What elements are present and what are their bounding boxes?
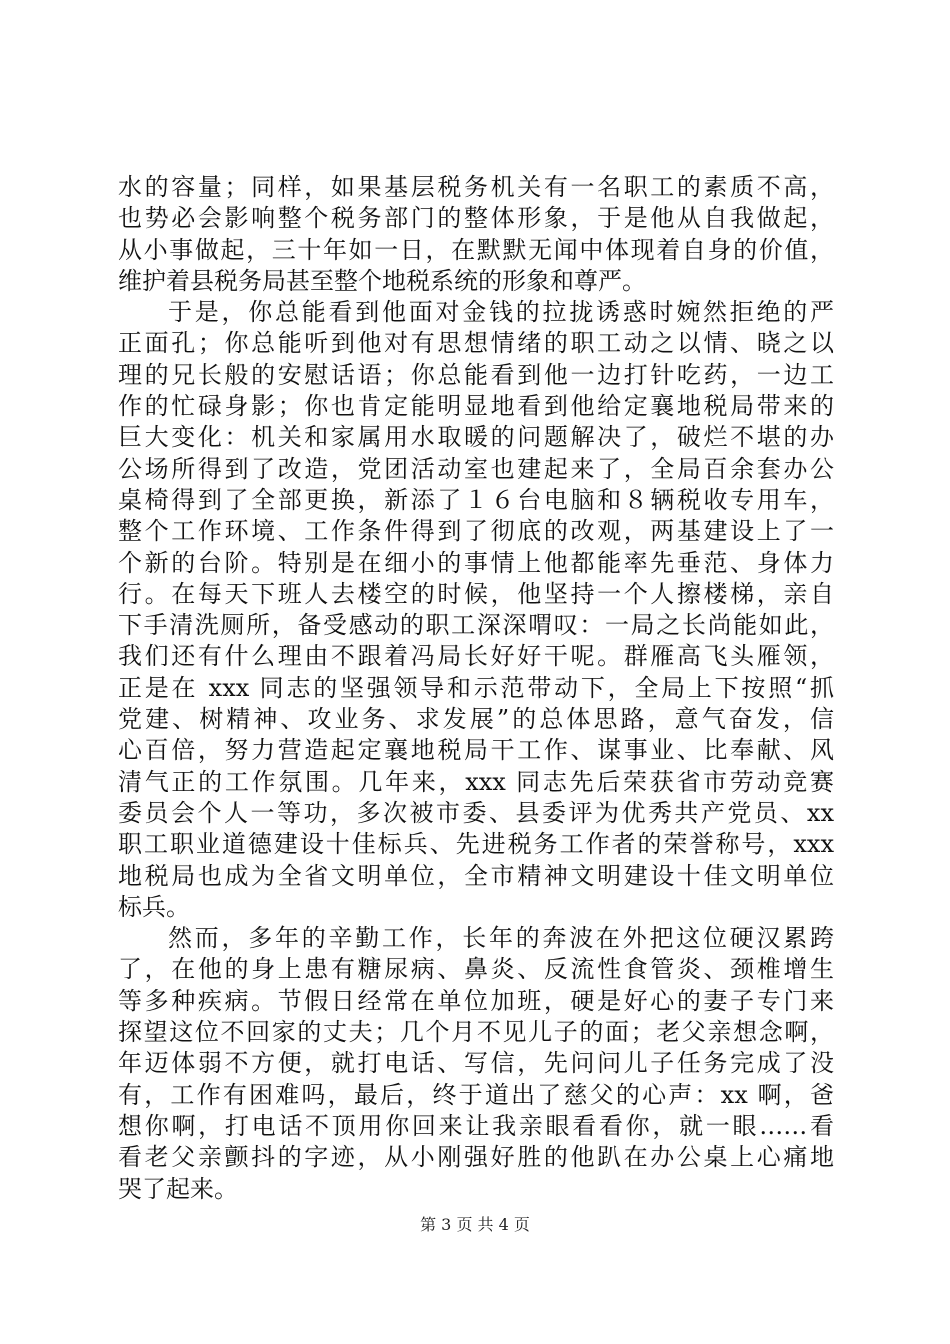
text-line: 正面孔；你总能听到他对有思想情绪的职工动之以情、晓之以: [118, 329, 834, 358]
text-line: 水的容量；同样，如果基层税务机关有一名职工的素质不高，: [118, 173, 834, 201]
text-line: 桌椅得到了全部更换，新添了１６台电脑和８辆税收专用车，: [118, 485, 834, 514]
text-line: 理的兄长般的安慰话语；你总能看到他一边打针吃药，一边工: [118, 360, 834, 389]
text-line: 标兵。: [118, 892, 190, 921]
text-line: 我们还有什么理由不跟着冯局长好好干呢。群雁高飞头雁领，: [118, 642, 834, 671]
text-line: 探望这位不回家的丈夫；几个月不见儿子的面；老父亲想念啊，: [118, 1018, 834, 1047]
text-line: 整个工作环境、工作条件得到了彻底的改观，两基建设上了一: [118, 517, 834, 546]
text-line: 正是在 xxx 同志的坚强领导和示范带动下，全局上下按照“抓: [118, 673, 834, 702]
text-line: 有，工作有困难吗，最后，终于道出了慈父的心声：xx 啊，爸: [118, 1080, 834, 1109]
text-line: 个新的台阶。特别是在细小的事情上他都能率先垂范、身体力: [118, 548, 834, 577]
text-line: 想你啊，打电话不顶用你回来让我亲眼看看你，就一眼……看: [118, 1111, 834, 1140]
text-line: 等多种疾病。节假日经常在单位加班，硬是好心的妻子专门来: [118, 986, 834, 1015]
text-line: 党建、树精神、攻业务、求发展”的总体思路，意气奋发，信: [118, 705, 834, 734]
text-line: 行。在每天下班人去楼空的时候，他坚持一个人擦楼梯，亲自: [118, 579, 834, 608]
text-line: 职工职业道德建设十佳标兵、先进税务工作者的荣誉称号，xxx: [118, 830, 834, 859]
text-line: 看老父亲颤抖的字迹，从小刚强好胜的他趴在办公桌上心痛地: [118, 1143, 834, 1172]
text-line: 了，在他的身上患有糖尿病、鼻炎、反流性食管炎、颈椎增生: [118, 955, 834, 984]
document-body: [118, 172, 834, 1205]
text-line: 巨大变化：机关和家属用水取暖的问题解决了，破烂不堪的办: [118, 423, 834, 452]
text-line: 心百倍，努力营造起定襄地税局干工作、谋事业、比奉献、风: [118, 736, 834, 765]
text-line: 委员会个人一等功，多次被市委、县委评为优秀共产党员、xx: [118, 798, 834, 827]
page-number-footer: 第 3 页 共 4 页: [420, 1215, 530, 1234]
text-line: 维护着县税务局甚至整个地税系统的形象和尊严。: [118, 266, 646, 295]
text-line: 从小事做起，三十年如一日，在默默无闻中体现着自身的价值，: [118, 235, 834, 264]
text-line: 作的忙碌身影；你也肯定能明显地看到他给定襄地税局带来的: [118, 392, 834, 421]
text-line: 也势必会影响整个税务部门的整体形象，于是他从自我做起，: [118, 204, 834, 233]
text-line: 清气正的工作氛围。几年来，xxx 同志先后荣获省市劳动竞赛: [118, 767, 834, 796]
text-line: 地税局也成为全省文明单位，全市精神文明建设十佳文明单位: [118, 861, 834, 890]
paragraph-first-line: 然而，多年的辛勤工作，长年的奔波在外把这位硬汉累跨: [168, 924, 834, 953]
text-line: 哭了起来。: [118, 1174, 238, 1203]
text-line: 下手清洗厕所，备受感动的职工深深喟叹：一局之长尚能如此，: [118, 611, 834, 640]
text-line: 公场所得到了改造，党团活动室也建起来了，全局百余套办公: [118, 454, 834, 483]
text-line: 年迈体弱不方便，就打电话、写信，先问问儿子任务完成了没: [118, 1049, 834, 1078]
paragraph-first-line: 于是，你总能看到他面对金钱的拉拢诱惑时婉然拒绝的严: [168, 298, 834, 327]
